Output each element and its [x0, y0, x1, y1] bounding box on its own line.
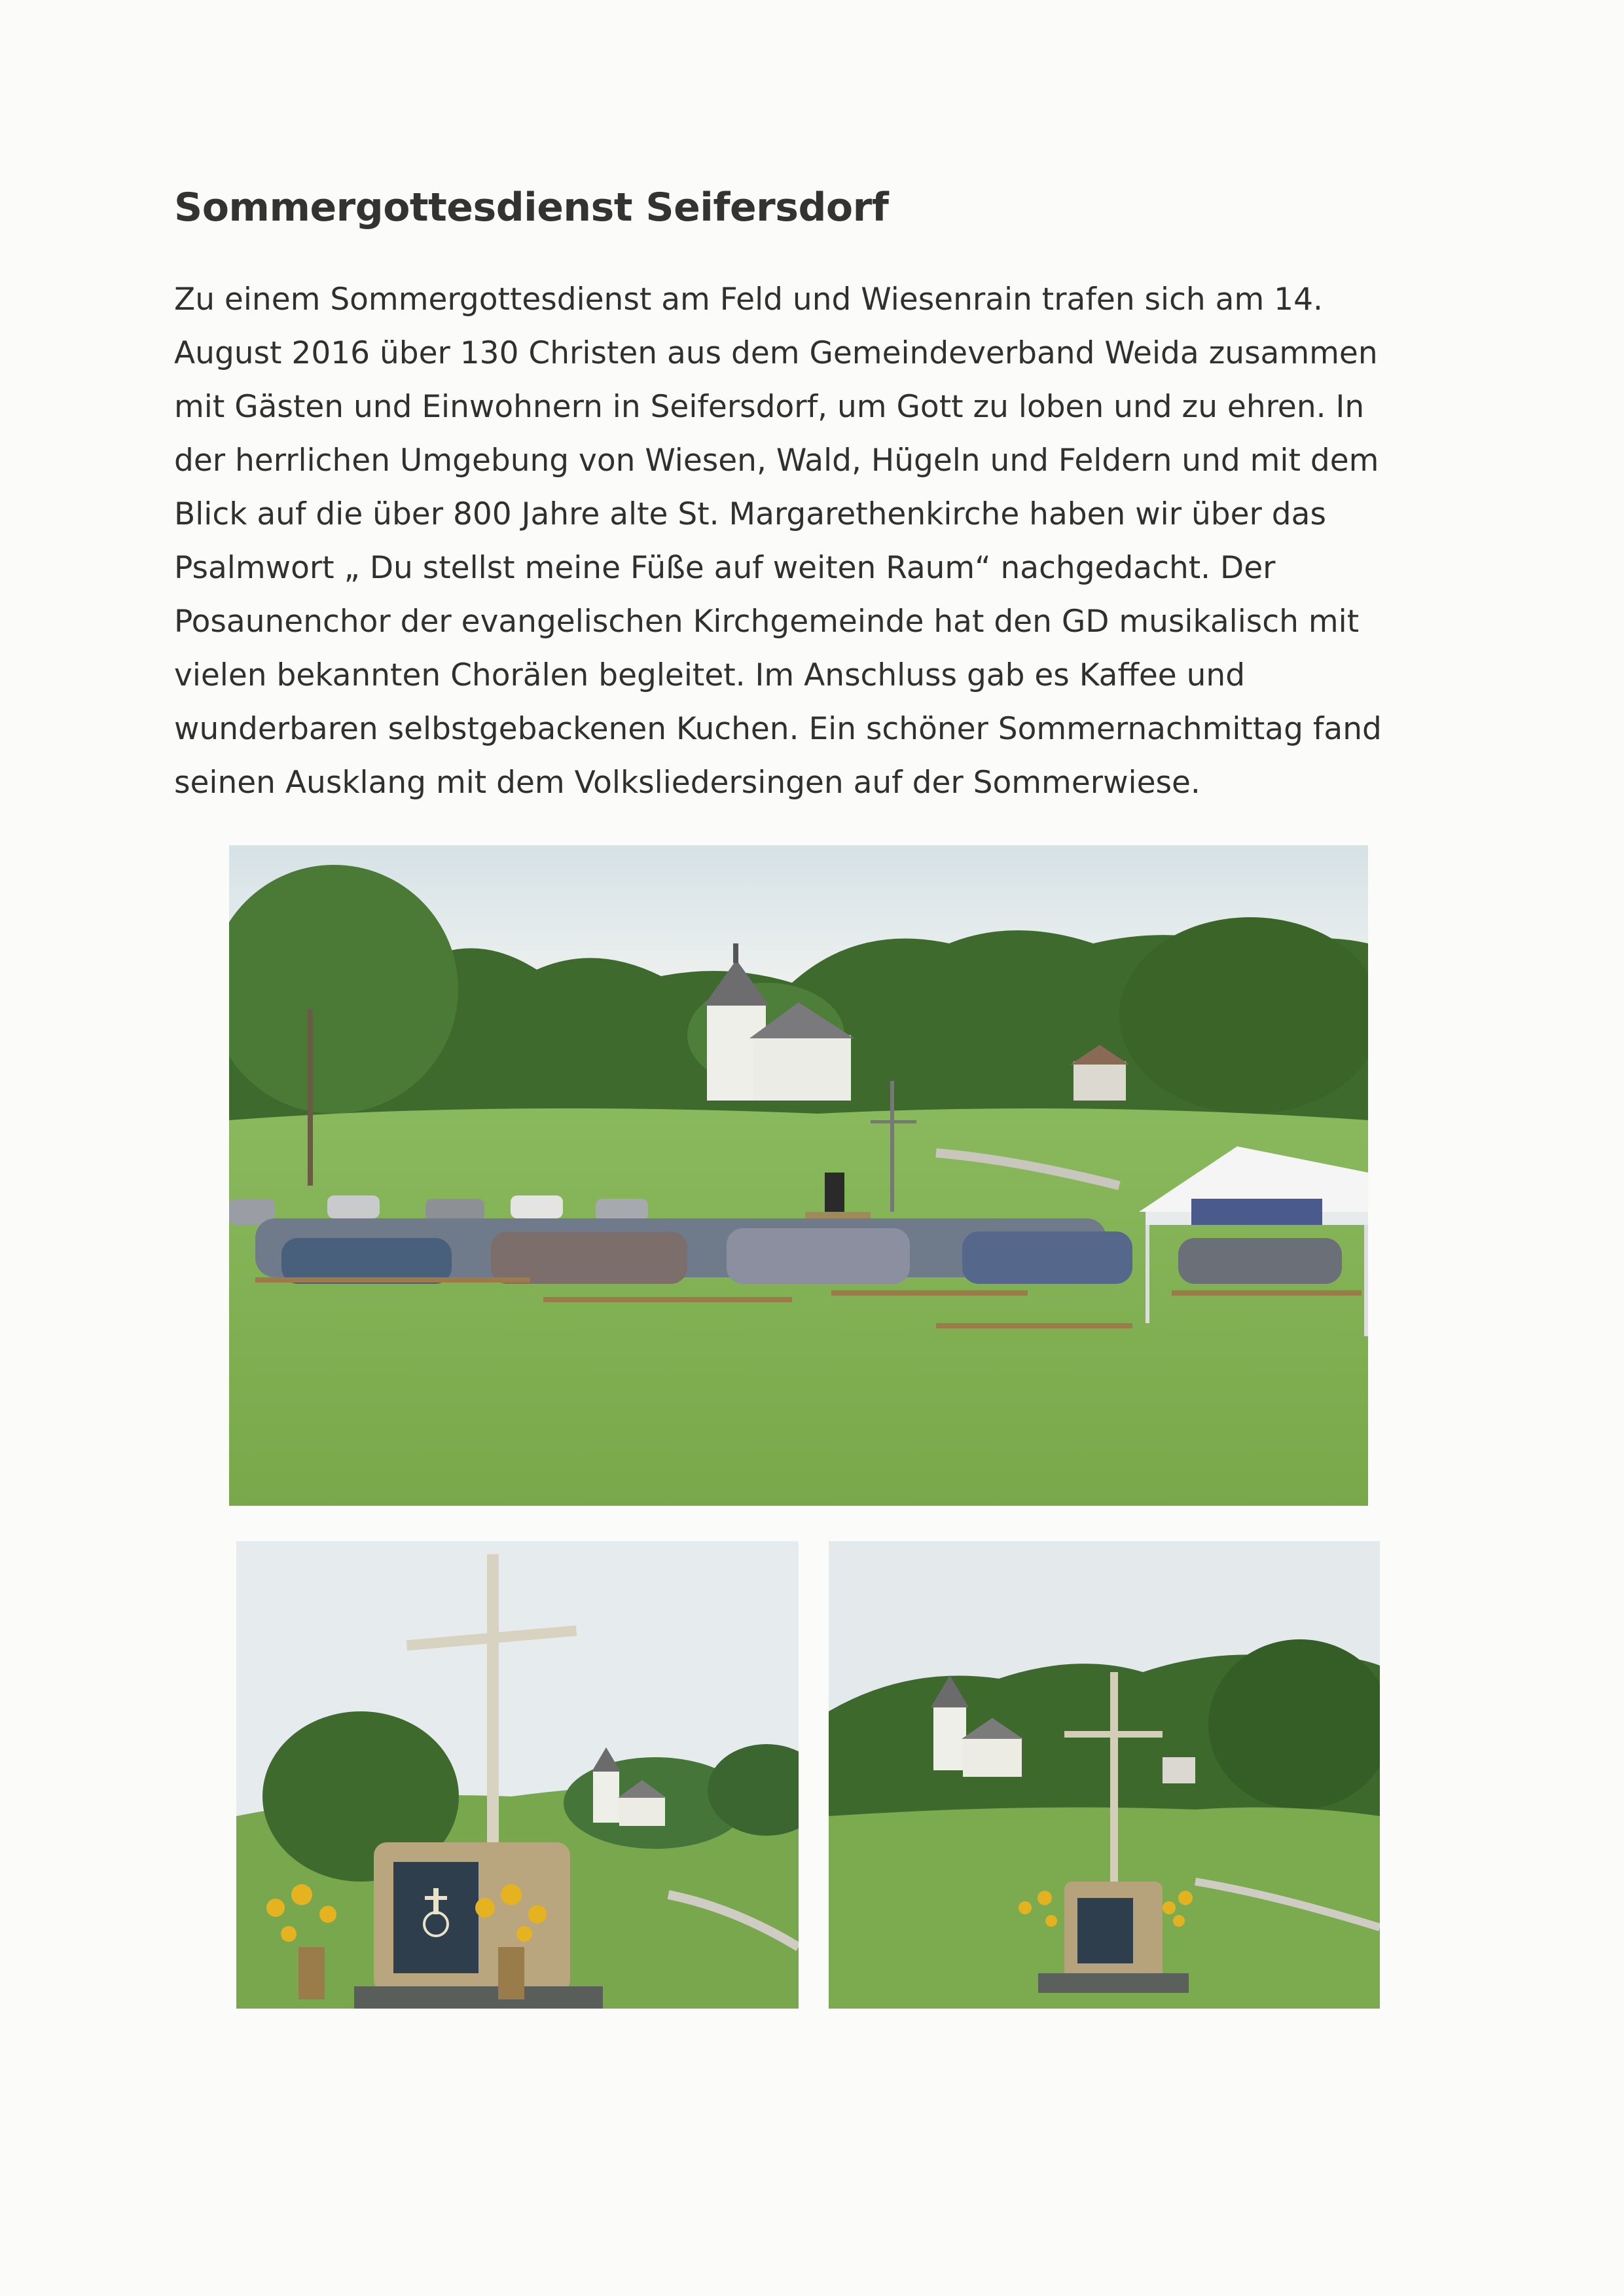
body-line: vielen bekannten Chorälen begleitet. Im Anschluss gab es Kaffee und [174, 657, 1246, 693]
page-title: Sommergottesdienst Seifersdorf [174, 185, 889, 230]
body-line: seinen Ausklang mit dem Volksliedersingen auf der Sommerwiese. [174, 765, 1200, 801]
body-line: August 2016 über 130 Christen aus dem Gemeindeverband Weida zusammen [174, 335, 1378, 371]
body-line: der herrlichen Umgebung von Wiesen, Wald, Hügeln und Feldern und mit dem [174, 443, 1379, 479]
photo-church-view [829, 1541, 1380, 2009]
photo-cross-altar [236, 1541, 799, 2009]
body-line: wunderbaren selbstgebackenen Kuchen. Ein schöner Sommernachmittag fand [174, 711, 1382, 747]
body-line: Posaunenchor der evangelischen Kirchgemeinde hat den GD musikalisch mit [174, 604, 1360, 640]
body-line: mit Gästen und Einwohnern in Seifersdorf, um Gott zu loben und zu ehren. In [174, 389, 1365, 425]
body-line: Zu einem Sommergottesdienst am Feld und Wiesenrain trafen sich am 14. [174, 282, 1323, 318]
photo-outdoor-service [229, 845, 1368, 1506]
body-line: Blick auf die über 800 Jahre alte St. Margarethenkirche haben wir über das [174, 496, 1326, 532]
body-line: Psalmwort „ Du stellst meine Füße auf weiten Raum“ nachgedacht. Der [174, 550, 1276, 586]
